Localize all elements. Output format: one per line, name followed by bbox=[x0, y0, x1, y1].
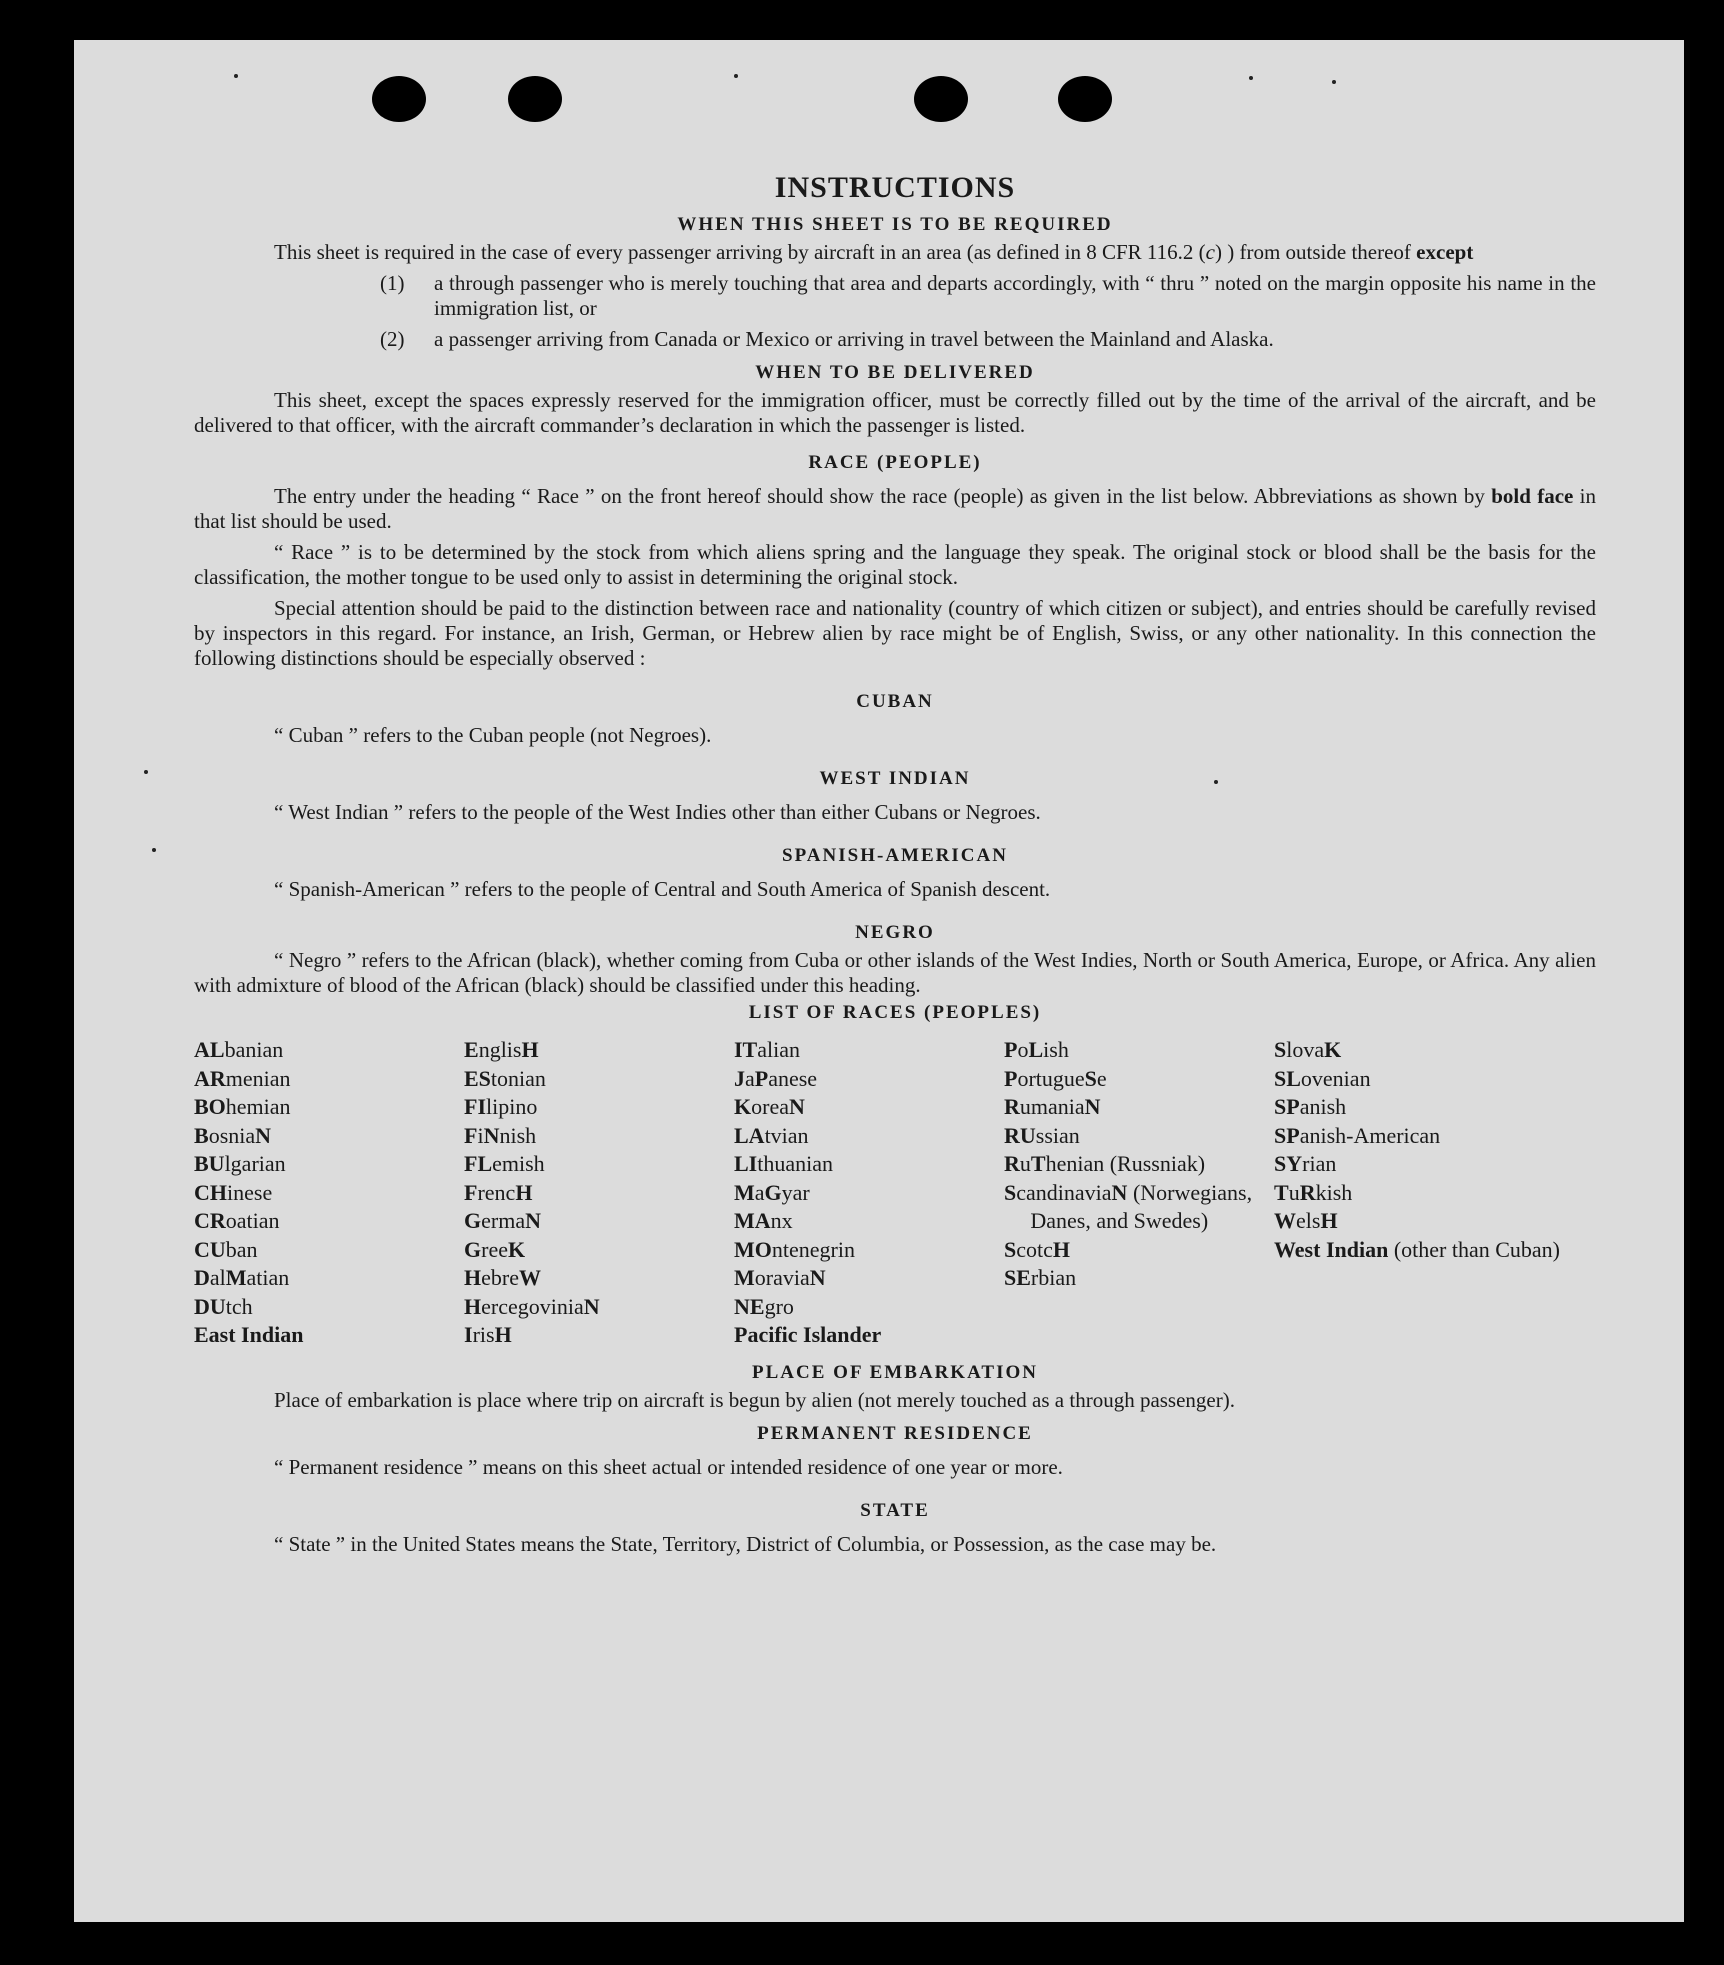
race-text: oatian bbox=[225, 1208, 280, 1233]
race-text: lipino bbox=[486, 1094, 538, 1119]
race-abbrev: IT bbox=[734, 1037, 758, 1062]
race-abbrev: H bbox=[1052, 1236, 1071, 1262]
race-text: els bbox=[1296, 1208, 1321, 1233]
race-entry bbox=[734, 1150, 1004, 1179]
race-text: (other than Cuban) bbox=[1388, 1236, 1560, 1262]
race-abbrev: H bbox=[464, 1265, 482, 1290]
race-abbrev: F bbox=[464, 1179, 478, 1205]
race-text: banian bbox=[224, 1037, 284, 1062]
race-text: ish bbox=[1043, 1037, 1069, 1062]
race-abbrev: AL bbox=[194, 1037, 225, 1062]
race-text: ban bbox=[225, 1236, 258, 1262]
punch-hole-2 bbox=[508, 76, 562, 122]
heading-state: STATE bbox=[860, 1499, 930, 1521]
punch-hole-3 bbox=[914, 76, 968, 122]
residence-text: “ Permanent residence ” means on this sheet actual or intended residence of one year or more. bbox=[274, 1454, 1063, 1479]
race-abbrev: N bbox=[1111, 1179, 1128, 1205]
race-abbrev: CU bbox=[194, 1236, 226, 1262]
race-text: anish bbox=[1299, 1094, 1347, 1119]
race-abbrev: E bbox=[464, 1037, 479, 1062]
race-abbrev: S bbox=[1084, 1065, 1097, 1091]
race-entry bbox=[1004, 1150, 1274, 1179]
race-entry bbox=[1004, 1122, 1274, 1151]
race-text: lgarian bbox=[224, 1151, 286, 1176]
race-entry bbox=[194, 1122, 464, 1151]
race-column bbox=[734, 1036, 1004, 1350]
race-text: henian (Russniak) bbox=[1045, 1151, 1206, 1176]
heading-when-delivered: WHEN TO BE DELIVERED bbox=[755, 362, 1035, 383]
race-entry bbox=[1004, 1264, 1274, 1293]
required-item-2: (2) a passenger arriving from Canada or Mexico or arriving in travel between the Mainland and Alaska. bbox=[380, 327, 1274, 351]
race-entry bbox=[464, 1150, 734, 1179]
race-entry bbox=[464, 1065, 734, 1094]
required-intro: This sheet is required in the case of every passenger arriving by aircraft in an area (as defined in 8 CFR 116.2 (c) ) from outside thereof except bbox=[274, 240, 1474, 264]
race-entry bbox=[194, 1093, 464, 1122]
race-text: atian bbox=[246, 1265, 290, 1290]
race-abbrev: MA bbox=[734, 1208, 771, 1233]
race-entry bbox=[734, 1093, 1004, 1122]
race-abbrev: AR bbox=[194, 1065, 226, 1091]
race-entry bbox=[194, 1264, 464, 1293]
race-abbrev: P bbox=[754, 1065, 769, 1091]
race-entry bbox=[734, 1036, 1004, 1065]
race-text: a bbox=[754, 1179, 765, 1205]
heading-spanish-american: SPANISH-AMERICAN bbox=[782, 845, 1008, 866]
race-text: oravia bbox=[754, 1265, 810, 1290]
race-entry bbox=[734, 1321, 1004, 1350]
race-abbrev: CH bbox=[194, 1179, 227, 1205]
race-abbrev: H bbox=[464, 1293, 482, 1319]
race-entry bbox=[1004, 1093, 1274, 1122]
delivered-text: This sheet, except the spaces expressly reserved for the immigration officer, must be correctly filled out by the time of the arrival of the aircraft, and be delivered to that officer, with the aircraft commander’s declaration in which the passenger is listed. bbox=[194, 388, 1596, 437]
race-list bbox=[194, 1036, 1596, 1350]
race-entry bbox=[734, 1122, 1004, 1151]
race-text: ssian bbox=[1035, 1122, 1080, 1148]
race-column bbox=[464, 1036, 734, 1350]
spanish-american-text: “ Spanish-American ” refers to the people of Central and South America of Spanish descent. bbox=[274, 877, 1051, 901]
race-text: yar bbox=[781, 1179, 810, 1205]
heading-race: RACE (PEOPLE) bbox=[808, 452, 982, 473]
instructions-content bbox=[194, 166, 1596, 1557]
race-text: emish bbox=[492, 1151, 545, 1176]
race-entry bbox=[1004, 1179, 1274, 1236]
race-abbrev: BO bbox=[194, 1094, 226, 1119]
race-text: alian bbox=[757, 1037, 801, 1062]
race-abbrev: ES bbox=[464, 1065, 491, 1091]
race-abbrev: P bbox=[1004, 1065, 1018, 1091]
race-abbrev: F bbox=[464, 1122, 478, 1148]
race-text: ris bbox=[472, 1322, 495, 1347]
race-abbrev: West Indian bbox=[1274, 1236, 1389, 1262]
race-text: gro bbox=[764, 1293, 794, 1319]
race-abbrev: DU bbox=[194, 1293, 226, 1319]
race-abbrev: NE bbox=[734, 1293, 765, 1319]
race-abbrev: FL bbox=[464, 1151, 493, 1176]
race-abbrev: R bbox=[1004, 1151, 1020, 1176]
speck bbox=[1249, 76, 1253, 80]
race-entry bbox=[1274, 1207, 1574, 1236]
race-abbrev: SP bbox=[1274, 1122, 1300, 1148]
race-entry bbox=[464, 1264, 734, 1293]
race-entry bbox=[1274, 1036, 1574, 1065]
race-abbrev: B bbox=[194, 1122, 209, 1148]
race-column bbox=[1004, 1036, 1274, 1350]
race-text: candinavia bbox=[1016, 1179, 1112, 1205]
race-text: ortugue bbox=[1017, 1065, 1085, 1091]
race-column bbox=[194, 1036, 464, 1350]
race-abbrev: N bbox=[809, 1265, 826, 1290]
punch-hole-1 bbox=[372, 76, 426, 122]
heading-west-indian: WEST INDIAN bbox=[819, 768, 971, 789]
race-entry bbox=[464, 1179, 734, 1208]
race-abbrev: N bbox=[483, 1122, 500, 1148]
race-entry bbox=[194, 1207, 464, 1236]
race-text: a bbox=[745, 1065, 755, 1091]
race-text: cotc bbox=[1016, 1236, 1053, 1262]
race-paragraph-1: The entry under the heading “ Race ” on the front hereof should show the race (people) as given in the list below. Abbreviations as shown by bold face in that list should be used. bbox=[194, 484, 1596, 533]
race-text: umania bbox=[1019, 1094, 1085, 1119]
race-text: rian bbox=[1302, 1151, 1337, 1176]
race-abbrev: LI bbox=[734, 1151, 758, 1176]
race-abbrev: N bbox=[525, 1208, 541, 1233]
race-abbrev: K bbox=[507, 1236, 526, 1262]
race-entry bbox=[194, 1179, 464, 1208]
race-text: menian bbox=[225, 1065, 291, 1091]
race-abbrev: P bbox=[1004, 1037, 1018, 1062]
speck bbox=[1332, 80, 1336, 84]
race-entry bbox=[734, 1264, 1004, 1293]
race-entry bbox=[464, 1207, 734, 1236]
race-abbrev: S bbox=[1004, 1179, 1017, 1205]
race-text: thuanian bbox=[757, 1151, 834, 1176]
race-abbrev: R bbox=[1299, 1179, 1316, 1205]
race-abbrev: J bbox=[734, 1065, 745, 1091]
race-abbrev: I bbox=[464, 1322, 473, 1347]
race-abbrev: S bbox=[1004, 1236, 1017, 1262]
race-entry bbox=[194, 1036, 464, 1065]
race-abbrev: M bbox=[225, 1265, 247, 1290]
race-entry bbox=[1274, 1122, 1574, 1151]
race-entry bbox=[464, 1236, 734, 1265]
race-entry bbox=[734, 1293, 1004, 1322]
race-entry bbox=[734, 1207, 1004, 1236]
race-abbrev: M bbox=[734, 1179, 755, 1205]
race-entry bbox=[194, 1321, 464, 1350]
race-entry bbox=[464, 1036, 734, 1065]
race-abbrev: M bbox=[734, 1265, 755, 1290]
race-abbrev: G bbox=[764, 1179, 782, 1205]
speck bbox=[152, 848, 156, 852]
race-paragraph-2: “ Race ” is to be determined by the stock from which aliens spring and the language they speak. The original stock or blood shall be the basis for the classification, the mother tongue to be used only to assist in determining the original stock. bbox=[194, 540, 1596, 589]
race-abbrev: LA bbox=[734, 1122, 765, 1148]
race-abbrev: SL bbox=[1274, 1065, 1301, 1091]
race-text: u bbox=[1288, 1179, 1300, 1205]
negro-text: “ Negro ” refers to the African (black), whether coming from Cuba or other islands of the West Indies, North or South America, Europe, or Africa. Any alien with admixture of blood of the African (black) should be classified under this heading. bbox=[194, 948, 1596, 997]
race-abbrev: T bbox=[1030, 1151, 1046, 1176]
race-column bbox=[1274, 1036, 1574, 1350]
race-text: tonian bbox=[490, 1065, 546, 1091]
race-text: tch bbox=[225, 1293, 253, 1319]
race-entry bbox=[1274, 1150, 1574, 1179]
race-text: renc bbox=[477, 1179, 516, 1205]
race-abbrev: H bbox=[515, 1179, 533, 1205]
race-abbrev: K bbox=[734, 1094, 752, 1119]
race-text: i bbox=[477, 1122, 484, 1148]
race-entry bbox=[1274, 1065, 1574, 1094]
race-entry bbox=[464, 1122, 734, 1151]
race-abbrev: East Indian bbox=[194, 1322, 304, 1347]
required-item-1: (1) a through passenger who is merely touching that area and departs accordingly, with “ thru ” noted on the margin opposite his name in the immigration list, or bbox=[380, 271, 1596, 320]
embarkation-text: Place of embarkation is place where trip on aircraft is begun by alien (not merely touched as a through passenger). bbox=[274, 1387, 1235, 1412]
race-text: lova bbox=[1286, 1037, 1325, 1062]
race-text: kish bbox=[1315, 1179, 1353, 1205]
race-abbrev: H bbox=[494, 1322, 512, 1347]
race-abbrev: S bbox=[1274, 1037, 1287, 1062]
race-entry bbox=[1004, 1236, 1274, 1265]
race-abbrev: H bbox=[1320, 1208, 1338, 1233]
race-entry bbox=[194, 1065, 464, 1094]
race-text: anish-American bbox=[1299, 1122, 1441, 1148]
punch-hole-4 bbox=[1058, 76, 1112, 122]
race-entry bbox=[194, 1150, 464, 1179]
race-abbrev: G bbox=[464, 1236, 482, 1262]
race-abbrev: FI bbox=[464, 1094, 486, 1119]
race-abbrev: CR bbox=[194, 1208, 226, 1233]
race-abbrev: G bbox=[464, 1208, 482, 1233]
race-abbrev: D bbox=[194, 1265, 210, 1290]
race-text: anese bbox=[768, 1065, 818, 1091]
race-text: orea bbox=[751, 1094, 789, 1119]
race-entry bbox=[734, 1236, 1004, 1265]
speck bbox=[734, 74, 738, 78]
race-entry bbox=[1274, 1093, 1574, 1122]
document-page bbox=[74, 40, 1684, 1922]
page-title: INSTRUCTIONS bbox=[774, 171, 1016, 204]
race-abbrev: SY bbox=[1274, 1151, 1303, 1176]
heading-list-of-races: LIST OF RACES (PEOPLES) bbox=[748, 1002, 1042, 1023]
race-abbrev: SE bbox=[1004, 1265, 1031, 1290]
race-abbrev: N bbox=[255, 1122, 272, 1148]
race-abbrev: Pacific Islander bbox=[734, 1322, 882, 1347]
race-abbrev: RU bbox=[1004, 1122, 1036, 1148]
race-abbrev: R bbox=[1004, 1094, 1020, 1119]
race-text: osnia bbox=[208, 1122, 256, 1148]
west-indian-text: “ West Indian ” refers to the people of the West Indies other than either Cubans or Negroes. bbox=[274, 800, 1041, 824]
race-entry bbox=[464, 1321, 734, 1350]
race-abbrev: W bbox=[518, 1265, 541, 1290]
race-text: u bbox=[1019, 1151, 1031, 1176]
race-text: o bbox=[1017, 1037, 1029, 1062]
race-abbrev: K bbox=[1324, 1037, 1342, 1062]
heading-embarkation: PLACE OF EMBARKATION bbox=[752, 1361, 1038, 1383]
race-text: nglis bbox=[478, 1037, 522, 1062]
race-entry bbox=[1004, 1065, 1274, 1094]
race-entry bbox=[734, 1065, 1004, 1094]
race-abbrev: N bbox=[583, 1293, 600, 1319]
race-entry bbox=[1274, 1179, 1574, 1208]
race-entry bbox=[734, 1179, 1004, 1208]
cuban-text: “ Cuban ” refers to the Cuban people (not Negroes). bbox=[274, 723, 712, 747]
speck bbox=[144, 770, 148, 774]
race-text: ree bbox=[481, 1236, 508, 1262]
race-text: ercegovinia bbox=[481, 1293, 584, 1319]
race-entry bbox=[194, 1293, 464, 1322]
race-text: rbian bbox=[1030, 1265, 1077, 1290]
heading-permanent-residence: PERMANENT RESIDENCE bbox=[757, 1422, 1033, 1444]
race-text: tvian bbox=[764, 1122, 809, 1148]
race-abbrev: L bbox=[1028, 1037, 1044, 1062]
race-entry bbox=[1274, 1236, 1574, 1265]
race-abbrev: N bbox=[1084, 1094, 1101, 1119]
race-abbrev: W bbox=[1274, 1208, 1296, 1233]
race-text: nish bbox=[499, 1122, 537, 1148]
race-text: hemian bbox=[225, 1094, 291, 1119]
race-abbrev: N bbox=[788, 1094, 805, 1119]
heading-cuban: CUBAN bbox=[856, 691, 934, 712]
race-entry bbox=[194, 1236, 464, 1265]
race-text: ovenian bbox=[1300, 1065, 1371, 1091]
race-text: erma bbox=[481, 1208, 526, 1233]
race-text: al bbox=[209, 1265, 226, 1290]
race-abbrev: T bbox=[1274, 1179, 1289, 1205]
heading-when-required: WHEN THIS SHEET IS TO BE REQUIRED bbox=[677, 214, 1113, 235]
race-abbrev: BU bbox=[194, 1151, 225, 1176]
state-text: “ State ” in the United States means the State, Territory, District of Columbia, or Possession, as the case may be. bbox=[274, 1531, 1217, 1556]
race-paragraph-3: Special attention should be paid to the distinction between race and nationality (country of which citizen or subject), and entries should be carefully revised by inspectors in this regard. For instance, an Irish, German, or Hebrew alien by race might be of English, Swiss, or any other nationality. In this connection the following distinctions should be especially observed : bbox=[194, 596, 1596, 670]
race-text: ebre bbox=[481, 1265, 519, 1290]
race-entry bbox=[1004, 1036, 1274, 1065]
race-text: inese bbox=[227, 1179, 273, 1205]
race-text: nx bbox=[770, 1208, 793, 1233]
race-text: (Norwegians, Danes, and Swedes) bbox=[1030, 1179, 1253, 1233]
speck bbox=[234, 74, 238, 78]
heading-negro: NEGRO bbox=[855, 922, 935, 943]
race-abbrev: SP bbox=[1274, 1094, 1300, 1119]
race-entry bbox=[464, 1093, 734, 1122]
race-text: ntenegrin bbox=[771, 1236, 855, 1262]
race-abbrev: H bbox=[521, 1037, 539, 1062]
race-text: e bbox=[1096, 1065, 1107, 1091]
race-entry bbox=[464, 1293, 734, 1322]
race-abbrev: MO bbox=[734, 1236, 772, 1262]
